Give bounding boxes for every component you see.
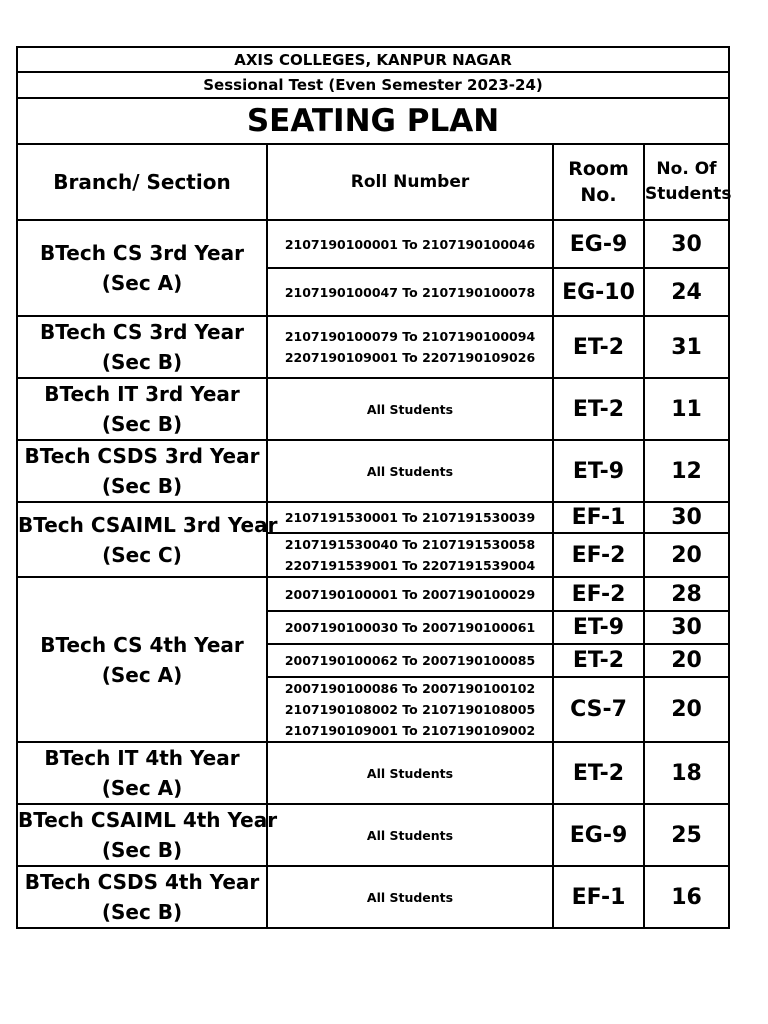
table-row xyxy=(17,502,729,533)
branch-line: (Sec A) xyxy=(101,776,183,800)
branch-section-cell xyxy=(17,866,267,928)
room-number-cell: EG-9 xyxy=(553,220,644,268)
students-header-line: No. Of xyxy=(656,159,717,179)
roll-range: 2207190109001 To 2207190109026 xyxy=(284,350,536,365)
room-header-line: No. xyxy=(580,184,617,206)
branch-section-cell xyxy=(17,220,267,316)
room-number-cell: CS-7 xyxy=(553,677,644,742)
table-row xyxy=(17,866,729,928)
branch-line: BTech CSDS 4th Year xyxy=(24,870,260,894)
room-number-cell: ET-2 xyxy=(553,378,644,440)
roll-number-cell xyxy=(267,866,553,928)
roll-number-cell xyxy=(267,611,553,644)
roll-range: 2107190100079 To 2107190100094 xyxy=(284,329,536,344)
student-count-cell: 20 xyxy=(644,533,729,577)
roll-number-cell xyxy=(267,220,553,268)
student-count-cell: 11 xyxy=(644,378,729,440)
roll-number-cell xyxy=(267,644,553,677)
branch-line: BTech IT 4th Year xyxy=(44,746,240,770)
branch-column-header: Branch/ Section xyxy=(17,144,267,220)
roll-range: 2007190100001 To 2007190100029 xyxy=(284,586,536,602)
branch-line: BTech IT 3rd Year xyxy=(44,382,240,406)
branch-section-cell xyxy=(17,502,278,577)
seating-plan-sheet xyxy=(16,46,732,929)
room-number-cell: ET-2 xyxy=(553,316,644,378)
branch-line: (Sec B) xyxy=(101,838,183,862)
branch-section-cell xyxy=(17,577,267,742)
room-number-cell: EF-1 xyxy=(553,502,644,533)
students-column-header xyxy=(644,144,732,220)
branch-line: (Sec B) xyxy=(101,350,183,374)
branch-line: BTech CSDS 3rd Year xyxy=(24,444,260,468)
student-count-cell: 30 xyxy=(644,502,729,533)
roll-number-cell xyxy=(267,502,553,533)
student-count-cell: 28 xyxy=(644,577,729,611)
column-header-row xyxy=(17,144,729,220)
student-count-cell: 25 xyxy=(644,804,729,866)
roll-number-cell xyxy=(267,804,553,866)
branch-line: BTech CSAIML 4th Year xyxy=(18,808,278,832)
branch-line: BTech CS 3rd Year xyxy=(40,241,244,265)
table-row xyxy=(17,440,729,502)
room-number-cell: EF-1 xyxy=(553,866,644,928)
table-row xyxy=(17,742,729,804)
roll-number-cell xyxy=(267,378,553,440)
roll-number-cell xyxy=(267,577,553,611)
student-count-cell: 18 xyxy=(644,742,729,804)
roll-range: All Students xyxy=(366,889,454,905)
table-row xyxy=(17,316,729,378)
student-count-cell: 16 xyxy=(644,866,729,928)
roll-number-cell xyxy=(267,533,553,577)
roll-range: 2107190100001 To 2107190100046 xyxy=(284,236,536,252)
branch-line: (Sec B) xyxy=(101,412,183,436)
student-count-cell: 24 xyxy=(644,268,729,316)
branch-section-cell xyxy=(17,378,267,440)
room-number-cell: EG-10 xyxy=(553,268,644,316)
roll-range: 2107190100047 To 2107190100078 xyxy=(284,284,536,300)
table-row xyxy=(17,804,729,866)
branch-section-cell xyxy=(17,316,267,378)
roll-number-cell xyxy=(267,316,553,378)
student-count-cell: 30 xyxy=(644,220,729,268)
branch-line: (Sec B) xyxy=(101,474,183,498)
roll-number-cell xyxy=(267,440,553,502)
roll-range: All Students xyxy=(366,463,454,479)
student-count-cell: 20 xyxy=(644,644,729,677)
branch-line: (Sec A) xyxy=(101,662,183,687)
room-number-cell: ET-2 xyxy=(553,644,644,677)
branch-line: (Sec B) xyxy=(101,900,183,924)
roll-range: 2107190108002 To 2107190108005 xyxy=(284,702,536,717)
table-row xyxy=(17,220,729,268)
table-row xyxy=(17,378,729,440)
room-number-cell: ET-9 xyxy=(553,440,644,502)
college-name: AXIS COLLEGES, KANPUR NAGAR xyxy=(17,47,729,72)
branch-line: (Sec A) xyxy=(101,271,183,295)
roll-number-cell xyxy=(267,268,553,316)
room-number-cell: EF-2 xyxy=(553,533,644,577)
branch-section-cell xyxy=(17,742,267,804)
branch-line: BTech CS 4th Year xyxy=(40,632,244,657)
page-title: SEATING PLAN xyxy=(17,98,729,144)
roll-range: All Students xyxy=(366,827,454,843)
branch-line: BTech CSAIML 3rd Year xyxy=(18,512,278,537)
seating-plan-table xyxy=(16,46,730,929)
branch-line: BTech CS 3rd Year xyxy=(40,320,244,344)
room-number-cell: ET-9 xyxy=(553,611,644,644)
branch-section-cell xyxy=(17,440,267,502)
roll-range: 2207191539001 To 2207191539004 xyxy=(284,558,536,573)
student-count-cell: 30 xyxy=(644,611,729,644)
room-header-line: Room xyxy=(568,158,629,180)
roll-range: 2107191530001 To 2107191530039 xyxy=(284,510,536,525)
student-count-cell: 31 xyxy=(644,316,729,378)
table-row xyxy=(17,577,729,611)
room-column-header xyxy=(553,144,644,220)
branch-section-cell xyxy=(17,804,278,866)
roll-range: 2007190100030 To 2007190100061 xyxy=(284,620,536,635)
students-header-line: Students xyxy=(645,184,732,204)
roll-range: 2107190109001 To 2107190109002 xyxy=(284,723,536,738)
roll-number-cell xyxy=(267,677,553,742)
roll-range: All Students xyxy=(366,401,454,417)
test-name: Sessional Test (Even Semester 2023-24) xyxy=(17,72,729,98)
roll-number-cell xyxy=(267,742,553,804)
roll-range: 2007190100086 To 2007190100102 xyxy=(284,681,536,696)
room-number-cell: EF-2 xyxy=(553,577,644,611)
roll-range: 2107191530040 To 2107191530058 xyxy=(284,537,536,552)
roll-column-header: Roll Number xyxy=(267,144,553,220)
roll-range: All Students xyxy=(366,765,454,781)
room-number-cell: EG-9 xyxy=(553,804,644,866)
student-count-cell: 20 xyxy=(644,677,729,742)
room-number-cell: ET-2 xyxy=(553,742,644,804)
student-count-cell: 12 xyxy=(644,440,729,502)
branch-line: (Sec C) xyxy=(102,542,182,567)
roll-range: 2007190100062 To 2007190100085 xyxy=(284,653,536,668)
